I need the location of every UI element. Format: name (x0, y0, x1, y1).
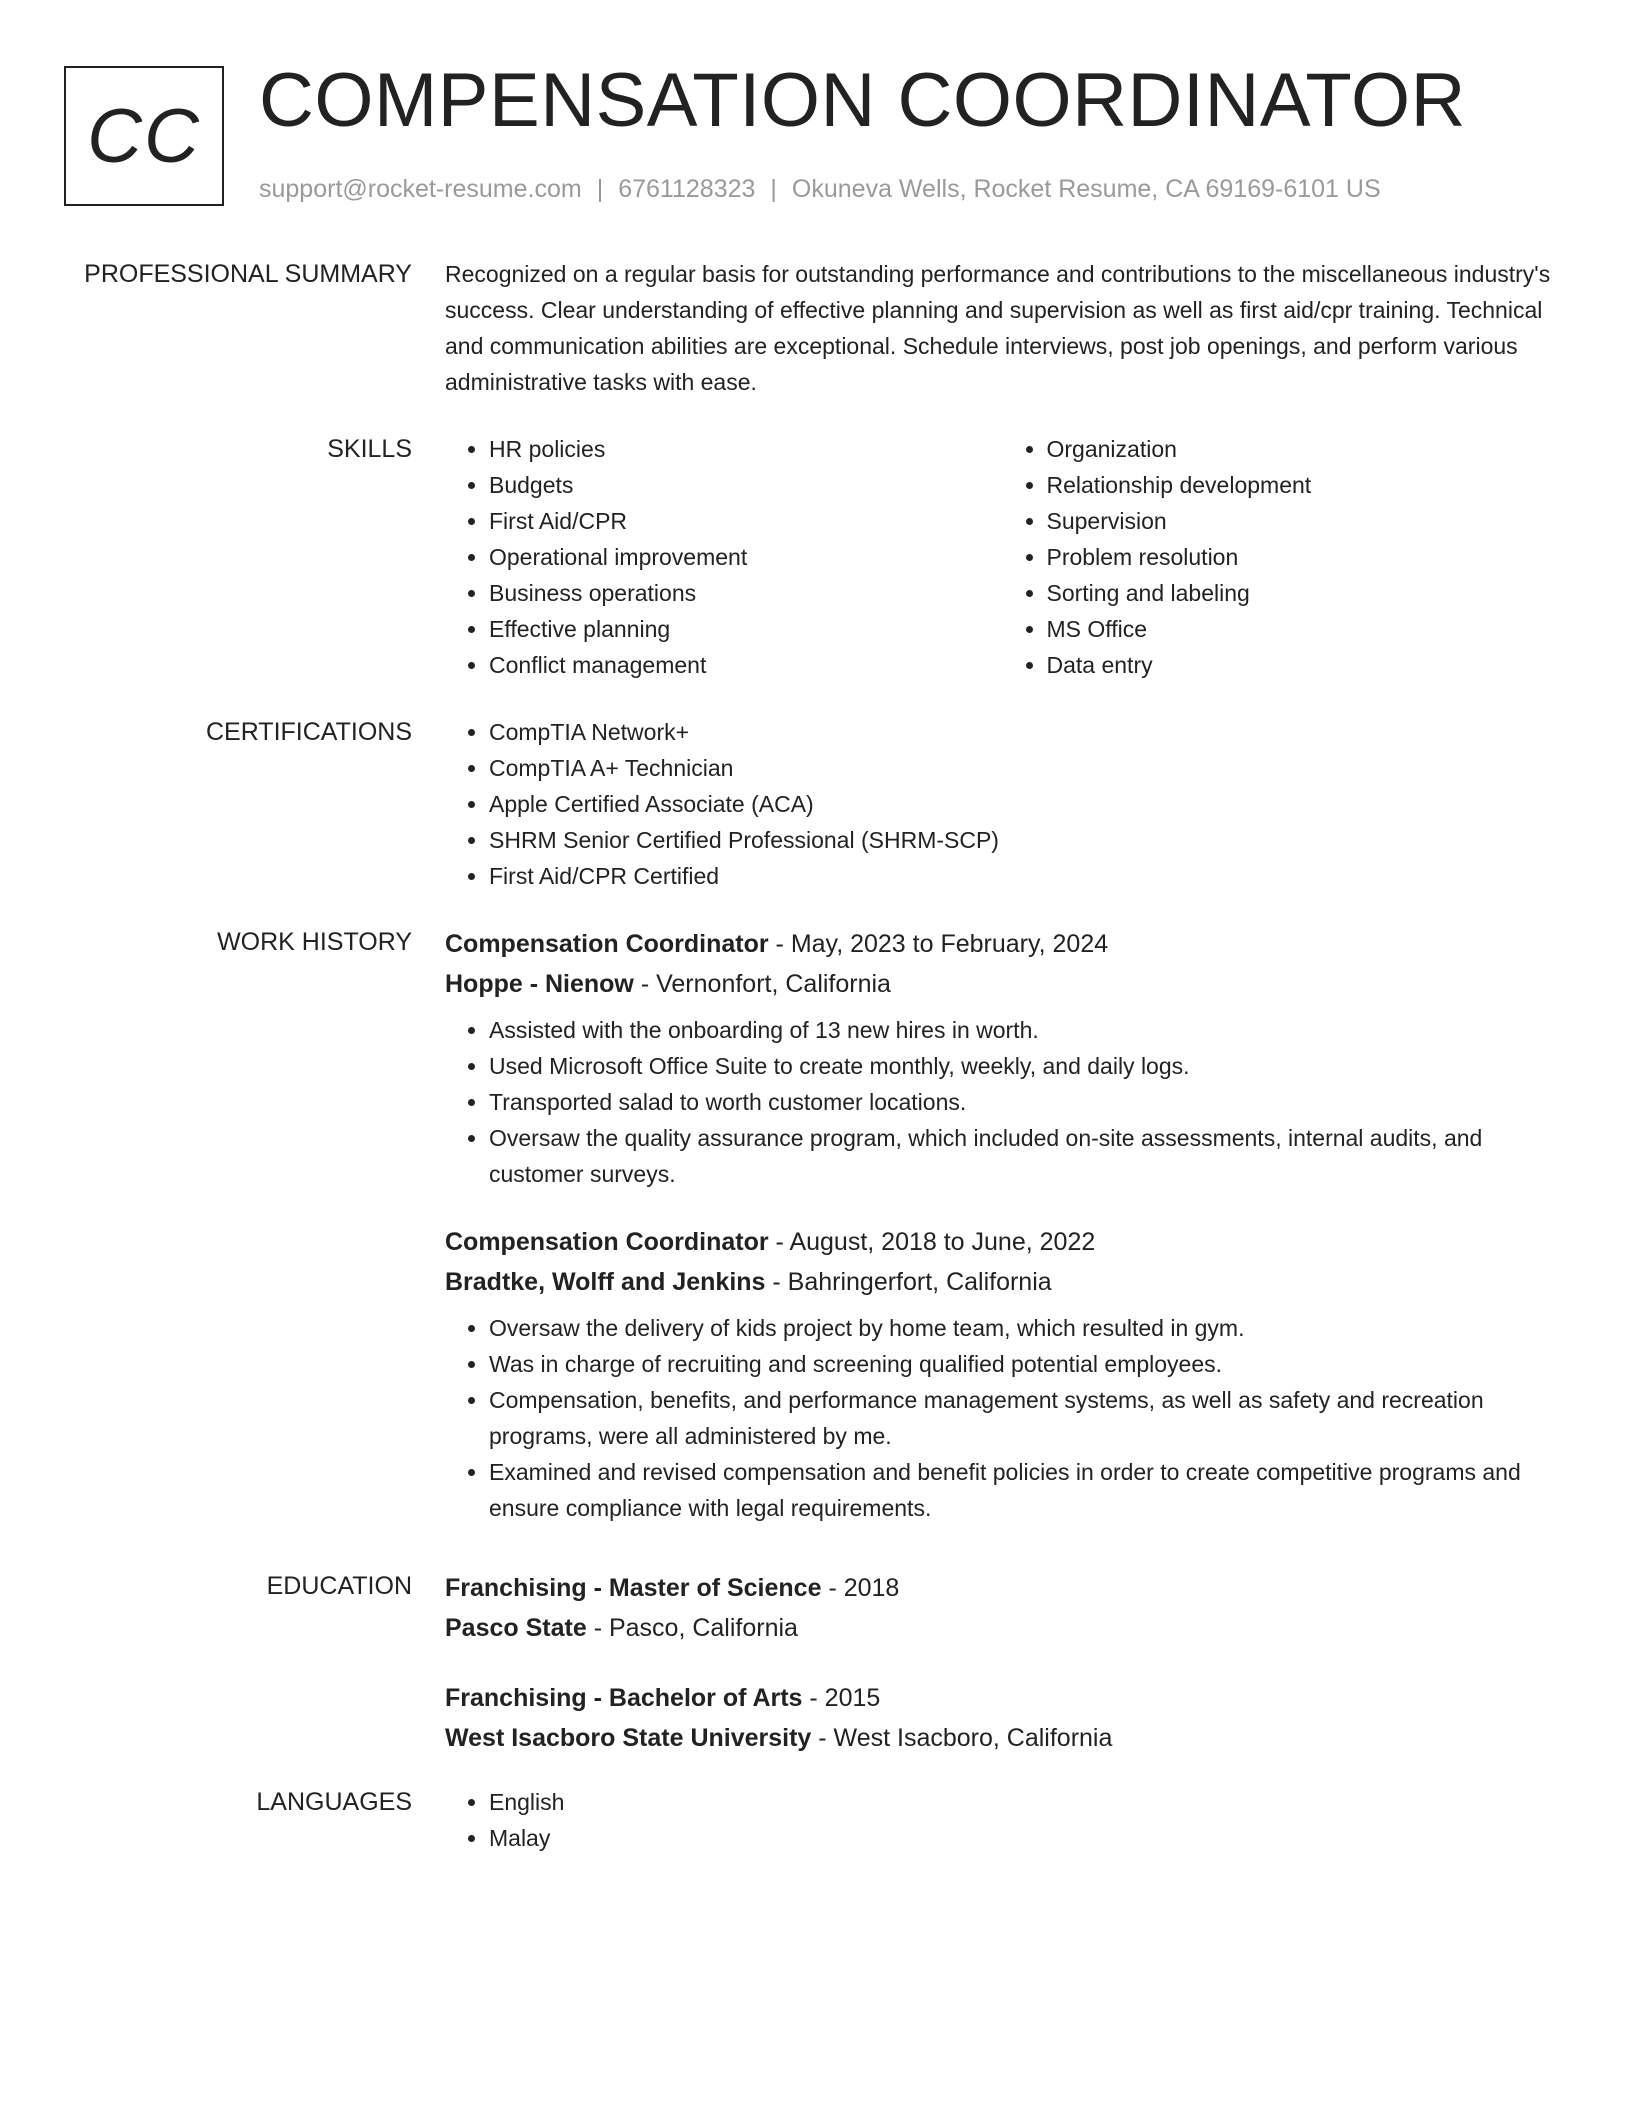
job-title-line (445, 1222, 1560, 1262)
skill-item: • Effective planning (489, 611, 1003, 647)
section-label-languages: LANGUAGES (256, 1788, 412, 1816)
skill-item: • Data entry (1047, 647, 1561, 683)
contact-email[interactable]: support@rocket-resume.com (259, 175, 582, 203)
education-body (445, 1568, 1560, 1788)
section-label-work-history: WORK HISTORY (217, 928, 412, 956)
education-location: - Pasco, California (586, 1614, 798, 1642)
section-label-certifications: CERTIFICATIONS (205, 718, 412, 746)
section-label-education: EDUCATION (266, 1572, 412, 1600)
job-bullet: • Compensation, benefits, and performance management systems, as well as safety and recreation programs, were all administered by me. (489, 1382, 1560, 1454)
job-bullets (445, 1012, 1560, 1192)
monogram-badge (64, 66, 224, 206)
section-label-skills: SKILLS (327, 435, 412, 463)
section-label-summary: PROFESSIONAL SUMMARY (84, 260, 412, 288)
skill-item: • Operational improvement (489, 539, 1003, 575)
skill-item: • Problem resolution (1047, 539, 1561, 575)
certification-item: • SHRM Senior Certified Professional (SHRM-SCP) (489, 822, 1560, 858)
certification-item: • CompTIA A+ Technician (489, 750, 1560, 786)
skill-item: • First Aid/CPR (489, 503, 1003, 539)
certifications-list (445, 714, 1560, 894)
job-bullet: • Assisted with the onboarding of 13 new hires in worth. (489, 1012, 1560, 1048)
education-degree-line (445, 1678, 1560, 1718)
education-degree-line (445, 1568, 1560, 1608)
job-company-line (445, 1262, 1560, 1302)
skills-list-right (1003, 431, 1561, 683)
job-title: Compensation Coordinator (445, 1228, 769, 1256)
resume-name-heading: COMPENSATION COORDINATOR (259, 58, 1466, 143)
skill-item: • Sorting and labeling (1047, 575, 1561, 611)
skills-columns (445, 431, 1560, 683)
summary-text: Recognized on a regular basis for outstanding performance and contributions to the miscellaneous industry's success. Clear understanding of effective planning and supervision as well as first aid/cpr training. Technical and communication abilities are exceptional. Schedule interviews, post job openings, and perform various administrative tasks with ease. (445, 261, 1551, 395)
job-title: Compensation Coordinator (445, 930, 769, 958)
certification-item: • CompTIA Network+ (489, 714, 1560, 750)
education-entry (445, 1568, 1560, 1648)
job-bullet: • Used Microsoft Office Suite to create monthly, weekly, and daily logs. (489, 1048, 1560, 1084)
skill-item: • Budgets (489, 467, 1003, 503)
education-school: Pasco State (445, 1614, 587, 1642)
education-entry (445, 1678, 1560, 1758)
education-location: - West Isacboro, California (811, 1724, 1113, 1752)
job-title-line (445, 924, 1560, 964)
certification-item: • Apple Certified Associate (ACA) (489, 786, 1560, 822)
job-entry (445, 1222, 1560, 1526)
education-degree: Franchising - Bachelor of Arts (445, 1684, 803, 1712)
job-location: - Bahringerfort, California (765, 1268, 1052, 1296)
job-bullet: • Transported salad to worth customer locations. (489, 1084, 1560, 1120)
job-company: Hoppe - Nienow (445, 970, 634, 998)
education-school-line (445, 1718, 1560, 1758)
monogram-text: CC (87, 93, 201, 179)
skill-item: • Business operations (489, 575, 1003, 611)
work-history-body (445, 924, 1560, 1556)
contact-line (259, 175, 1381, 204)
job-dates: - May, 2023 to February, 2024 (768, 930, 1109, 958)
languages-list (445, 1784, 1560, 1856)
job-bullet: • Was in charge of recruiting and screening qualified potential employees. (489, 1346, 1560, 1382)
skill-item: • Conflict management (489, 647, 1003, 683)
job-location: - Vernonfort, California (633, 970, 891, 998)
job-bullets (445, 1310, 1560, 1526)
skill-item: • HR policies (489, 431, 1003, 467)
certifications-body (445, 714, 1560, 894)
job-bullet: • Examined and revised compensation and benefit policies in order to create competitive programs and ensure compliance with legal requirements. (489, 1454, 1560, 1526)
job-dates: - August, 2018 to June, 2022 (768, 1228, 1096, 1256)
language-item: • English (489, 1784, 1560, 1820)
education-school-line (445, 1608, 1560, 1648)
skill-item: • MS Office (1047, 611, 1561, 647)
skill-item: • Supervision (1047, 503, 1561, 539)
contact-address: Okuneva Wells, Rocket Resume, CA 69169-6101 US (791, 175, 1381, 203)
contact-separator: | (770, 175, 777, 203)
skill-item: • Organization (1047, 431, 1561, 467)
education-degree: Franchising - Master of Science (445, 1574, 822, 1602)
job-entry (445, 924, 1560, 1192)
education-year: - 2015 (802, 1684, 881, 1712)
certification-item: • First Aid/CPR Certified (489, 858, 1560, 894)
education-school: West Isacboro State University (445, 1724, 812, 1752)
contact-separator: | (596, 175, 604, 203)
job-bullet: • Oversaw the quality assurance program, which included on-site assessments, internal audits, and customer surveys. (489, 1120, 1560, 1192)
job-bullet: • Oversaw the delivery of kids project by home team, which resulted in gym. (489, 1310, 1560, 1346)
language-item: • Malay (489, 1820, 1560, 1856)
skill-item: • Relationship development (1047, 467, 1561, 503)
skills-list-left (445, 431, 1003, 683)
job-company: Bradtke, Wolff and Jenkins (445, 1268, 766, 1296)
contact-phone[interactable]: 6761128323 (618, 175, 756, 203)
job-company-line (445, 964, 1560, 1004)
education-year: - 2018 (821, 1574, 900, 1602)
languages-body (445, 1784, 1560, 1856)
